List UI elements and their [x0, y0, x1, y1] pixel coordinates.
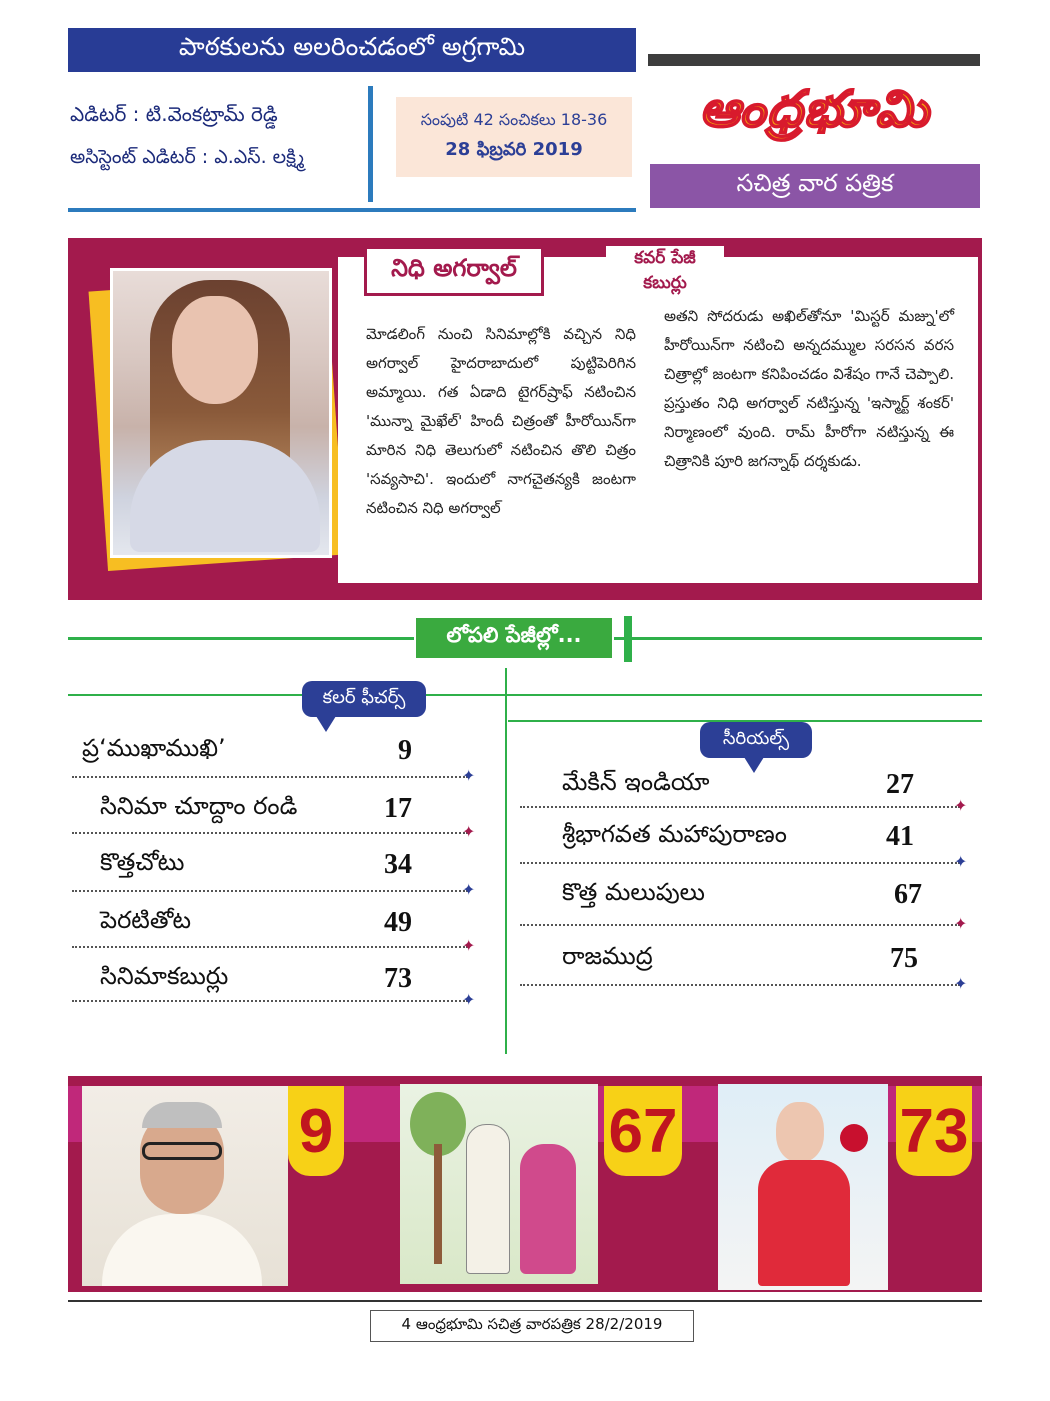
toc-title: పెరటితోట: [100, 906, 192, 934]
toc-title: కొత్త మలుపులు: [562, 878, 705, 906]
toc-dotted-rule: [72, 776, 468, 778]
page-footer: 4 ఆంధ్రభూమి సచిత్ర వారపత్రిక 28/2/2019: [370, 1310, 694, 1342]
actress-face: [776, 1102, 824, 1162]
issue-volume: సంపుటి 42 సంచికలు 18-36: [420, 110, 608, 129]
toc-title: సినిమా చూద్దాం రండి: [100, 792, 298, 820]
glasses-icon: [142, 1142, 222, 1160]
tree-trunk: [434, 1144, 442, 1264]
thumbnail-page-badge: 73: [896, 1086, 972, 1176]
masthead-logo: ఆంధ్రభూమి: [699, 79, 931, 138]
actress-dress: [758, 1160, 850, 1286]
man-figure: [466, 1124, 510, 1274]
toc-page: 9: [398, 735, 412, 766]
star-icon: ✦: [954, 852, 968, 871]
toc-dotted-rule: [72, 890, 468, 892]
toc-top-rule: [68, 694, 982, 696]
toc-dotted-rule: [72, 1000, 468, 1002]
star-icon: ✦: [462, 990, 476, 1009]
toc-dotted-rule: [72, 946, 468, 948]
toc-right-row[interactable]: [562, 768, 914, 802]
masthead-bar: [648, 54, 980, 66]
star-icon: ✦: [462, 936, 476, 955]
masthead-subtitle: సచిత్ర వార పత్రిక: [650, 164, 980, 208]
toc-page: 73: [384, 963, 412, 994]
toc-right-row[interactable]: [562, 878, 922, 912]
issue-info-box: [396, 97, 632, 177]
toc-column-divider: [505, 668, 507, 1054]
toc-page: 49: [384, 907, 412, 938]
inside-tag-accent: [624, 616, 632, 662]
star-icon: ✦: [462, 766, 476, 785]
toc-page: 67: [894, 879, 922, 910]
assistant-editor-credit: అసిస్టెంట్ ఎడిటర్ : ఎ.ఎస్. లక్ష్మి: [70, 146, 305, 168]
thumbnail-page-badge: 9: [288, 1086, 344, 1176]
cover-name-heading: నిధి అగర్వాల్: [364, 246, 544, 296]
toc-title: మేకిన్ ఇండియా: [562, 768, 710, 796]
color-features-label: కలర్ ఫీచర్స్: [302, 681, 426, 717]
toc-left-row[interactable]: [100, 962, 412, 996]
star-icon: ✦: [462, 880, 476, 899]
toc-title: కొత్తచోటు: [100, 848, 185, 876]
star-icon: ✦: [954, 796, 968, 815]
toc-left-row[interactable]: [100, 906, 412, 940]
toc-right-row[interactable]: [562, 942, 918, 976]
toc-dotted-rule: [520, 924, 960, 926]
portrait-hair: [142, 1102, 222, 1128]
color-features-tail: [316, 716, 336, 732]
cover-tag-line2: కబుర్లు: [643, 273, 687, 293]
toc-page: 27: [886, 769, 914, 800]
cover-photo-face: [172, 296, 258, 404]
footer-rule: [68, 1300, 982, 1302]
star-icon: ✦: [954, 974, 968, 993]
toc-page: 41: [886, 821, 914, 852]
cover-tag: [606, 246, 724, 300]
inside-pages-heading: లోపలి పేజీల్లో...: [414, 616, 614, 660]
cover-tag-line1: కవర్ పేజీ: [634, 248, 696, 268]
toc-title: సినిమాకబుర్లు: [100, 962, 229, 990]
toc-dotted-rule: [520, 806, 960, 808]
header-divider: [368, 86, 373, 202]
flower-icon: [840, 1124, 868, 1152]
toc-page: 17: [384, 793, 412, 824]
toc-right-row[interactable]: [562, 820, 914, 854]
thumbnail-portrait[interactable]: [82, 1086, 288, 1286]
cover-article-col2: అతని సోదరుడు అఖిల్‌తోనూ 'మిస్టర్ మజ్ను'లో హీరోయిన్‌గా నటించి అన్నదమ్ముల సరసన వరస చిత్రాల్లో జంటగా కనిపించడం విశేషం గానే చెప్పాలి. ప్రస్తుతం నిధి అగర్వాల్ నటిస్తున్న 'ఇస్మార్ట్ శంకర్' నిర్మాణంలో వుంది. రామ్ హీరోగా నటిస్తున్న ఈ చిత్రానికి పూరి జగన్నాథ్ దర్శకుడు.: [664, 307, 954, 470]
thumbnail-illustration[interactable]: [400, 1084, 598, 1284]
toc-dotted-rule: [72, 832, 468, 834]
toc-title: శ్రీభాగవత మహాపురాణం: [562, 820, 787, 848]
toc-page: 75: [890, 943, 918, 974]
toc-title: రాజముద్ర: [562, 942, 653, 970]
toc-dotted-rule: [520, 862, 960, 864]
toc-left-row[interactable]: [82, 734, 412, 768]
serials-label: సీరియల్స్: [700, 722, 812, 758]
toc-left-row[interactable]: [100, 848, 412, 882]
tagline-banner: పాఠకులను అలరించడంలో అగ్రగామి: [68, 28, 636, 72]
toc-title: ప్ర‘ముఖాముఖి’: [82, 734, 226, 762]
portrait-shirt: [102, 1214, 262, 1286]
star-icon: ✦: [954, 914, 968, 933]
woman-figure: [520, 1144, 576, 1274]
header-underline: [68, 208, 636, 212]
editor-credit: ఎడిటర్ : టి.వెంకట్రామ్ రెడ్డి: [70, 102, 278, 126]
issue-date: 28 ఫిబ్రవరి 2019: [445, 139, 583, 160]
star-icon: ✦: [462, 822, 476, 841]
toc-left-row[interactable]: [100, 792, 412, 826]
toc-page: 34: [384, 849, 412, 880]
thumbnail-page-badge: 67: [604, 1086, 682, 1176]
toc-dotted-rule: [520, 984, 960, 986]
cover-article-col1: మోడలింగ్ నుంచి సినిమాల్లోకి వచ్చిన నిధి అగర్వాల్ హైదరాబాదులో పుట్టిపెరిగిన అమ్మాయి. గత ఏడాది టైగర్‌ష్రాఫ్ నటించిన 'మున్నా మైఖేల్' హిందీ చిత్రంతో హీరోయిన్‌గా మారిన నిధి తెలుగులో నటించిన తొలి చిత్రం 'సవ్యసాచి'. ఇందులో నాగచైతన్యకి జంటగా నటించిన నిధి అగర్వాల్: [366, 325, 636, 517]
thumbnail-actress[interactable]: [718, 1084, 888, 1290]
